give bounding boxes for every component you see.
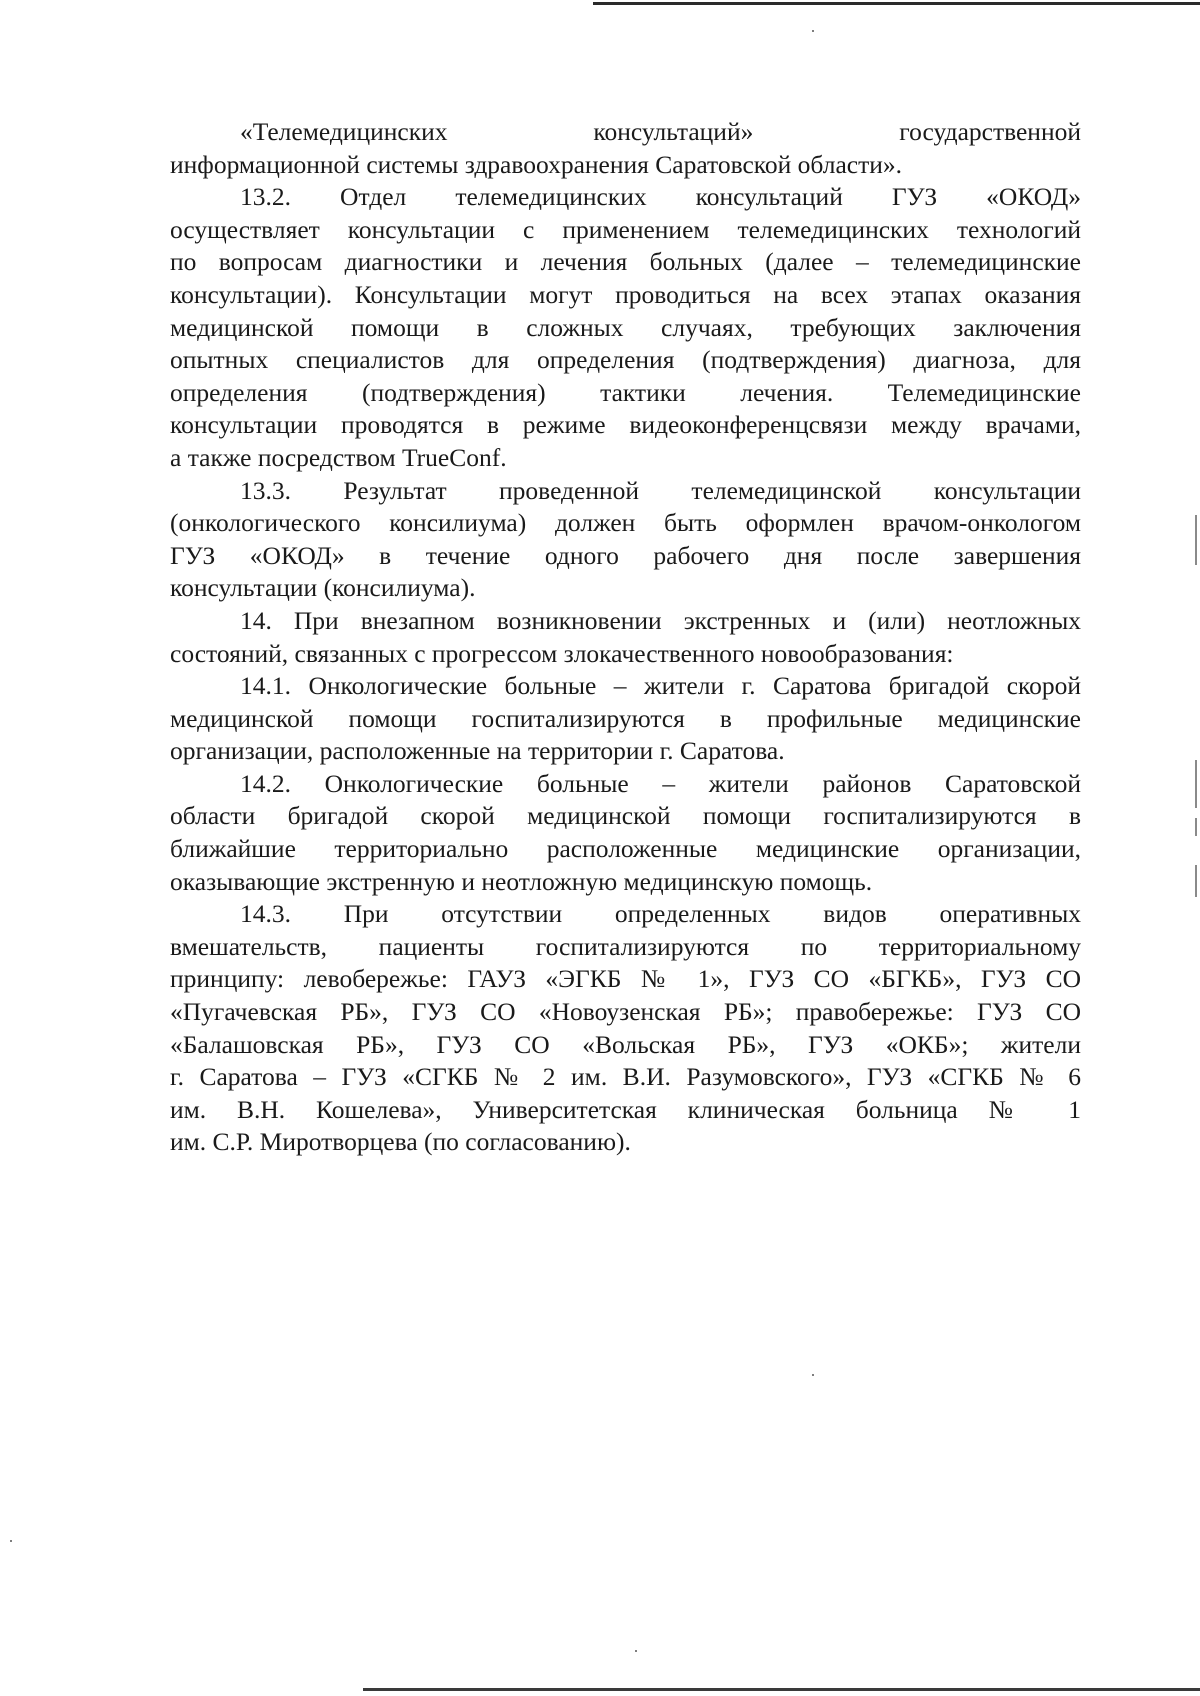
text-line: 13.3. Результат проведенной телемедицинской консультации [240, 475, 1081, 505]
text-line: консультации проводятся в режиме видеоконференцсвязи между врачами, [170, 410, 1081, 440]
paragraph [170, 768, 1081, 898]
text-line: 14.2. Онкологические больные – жители районов Саратовской [240, 768, 1081, 798]
text-line: вмешательств, пациенты госпитализируются по территориальному [170, 931, 1081, 961]
text-line: медицинской помощи госпитализируются в профильные медицинские [170, 703, 1081, 733]
text-line: консультации). Консультации могут проводиться на всех этапах оказания [170, 279, 1081, 309]
text-line: 14.1. Онкологические больные – жители г. Саратова бригадой скорой [240, 671, 1081, 701]
paragraph [170, 181, 1081, 474]
paragraph [170, 898, 1081, 1159]
text-line: 14. При внезапном возникновении экстренных и (или) неотложных [240, 605, 1081, 635]
top-edge-rule [593, 2, 1200, 5]
text-line: а также посредством TrueConf. [170, 442, 507, 472]
text-line: им. С.Р. Миротворцева (по согласованию). [170, 1127, 631, 1157]
text-line: опытных специалистов для определения (подтверждения) диагноза, для [170, 345, 1081, 375]
paragraph [170, 475, 1081, 605]
text-line: 13.2. Отдел телемедицинских консультаций ГУЗ «ОКОД» [240, 182, 1081, 212]
scan-speck [10, 1540, 12, 1542]
paragraph [170, 670, 1081, 768]
scan-speck [812, 30, 814, 32]
scan-artifact-line [1195, 865, 1197, 897]
text-line: (онкологического консилиума) должен быть оформлен врачом-онкологом [170, 508, 1081, 538]
paragraph [170, 605, 1081, 670]
text-line: принципу: левобережье: ГАУЗ «ЭГКБ № 1», ГУЗ СО «БГКБ», ГУЗ СО [170, 964, 1081, 994]
text-line: ГУЗ «ОКОД» в течение одного рабочего дня после завершения [170, 540, 1081, 570]
text-line: организации, расположенные на территории г. Саратова. [170, 736, 785, 766]
text-line: медицинской помощи в сложных случаях, требующих заключения [170, 312, 1081, 342]
text-line: по вопросам диагностики и лечения больных (далее – телемедицинские [170, 247, 1081, 277]
scan-speck [812, 1374, 814, 1376]
paragraph [170, 116, 1081, 181]
text-line: консультации (консилиума). [170, 573, 476, 603]
scan-artifact-line [1195, 818, 1197, 836]
scan-artifact-line [1195, 760, 1197, 808]
text-line: области бригадой скорой медицинской помощи госпитализируются в [170, 801, 1081, 831]
text-line: состояний, связанных с прогрессом злокачественного новообразования: [170, 638, 954, 668]
text-line: оказывающие экстренную и неотложную медицинскую помощь. [170, 866, 873, 896]
text-line: «Балашовская РБ», ГУЗ СО «Вольская РБ», ГУЗ «ОКБ»; жители [170, 1029, 1081, 1059]
text-line: «Телемедицинских консультаций» государственной [240, 117, 1081, 146]
bottom-edge-rule [363, 1688, 1200, 1691]
text-line: «Пугачевская РБ», ГУЗ СО «Новоузенская РБ»; правобережье: ГУЗ СО [170, 997, 1081, 1027]
text-line: информационной системы здравоохранения Саратовской области». [170, 149, 903, 179]
text-line: им. В.Н. Кошелева», Университетская клиническая больница № 1 [170, 1094, 1081, 1124]
scan-artifact-line [1195, 515, 1197, 565]
text-line: г. Саратова – ГУЗ «СГКБ № 2 им. В.И. Разумовского», ГУЗ «СГКБ № 6 [170, 1062, 1081, 1092]
text-line: 14.3. При отсутствии определенных видов оперативных [240, 899, 1081, 929]
text-line: ближайшие территориально расположенные медицинские организации, [170, 834, 1081, 864]
text-line: определения (подтверждения) тактики лечения. Телемедицинские [170, 377, 1081, 407]
document-body [170, 116, 1081, 1159]
text-line: осуществляет консультации с применением телемедицинских технологий [170, 214, 1081, 244]
scan-speck [635, 1650, 637, 1652]
